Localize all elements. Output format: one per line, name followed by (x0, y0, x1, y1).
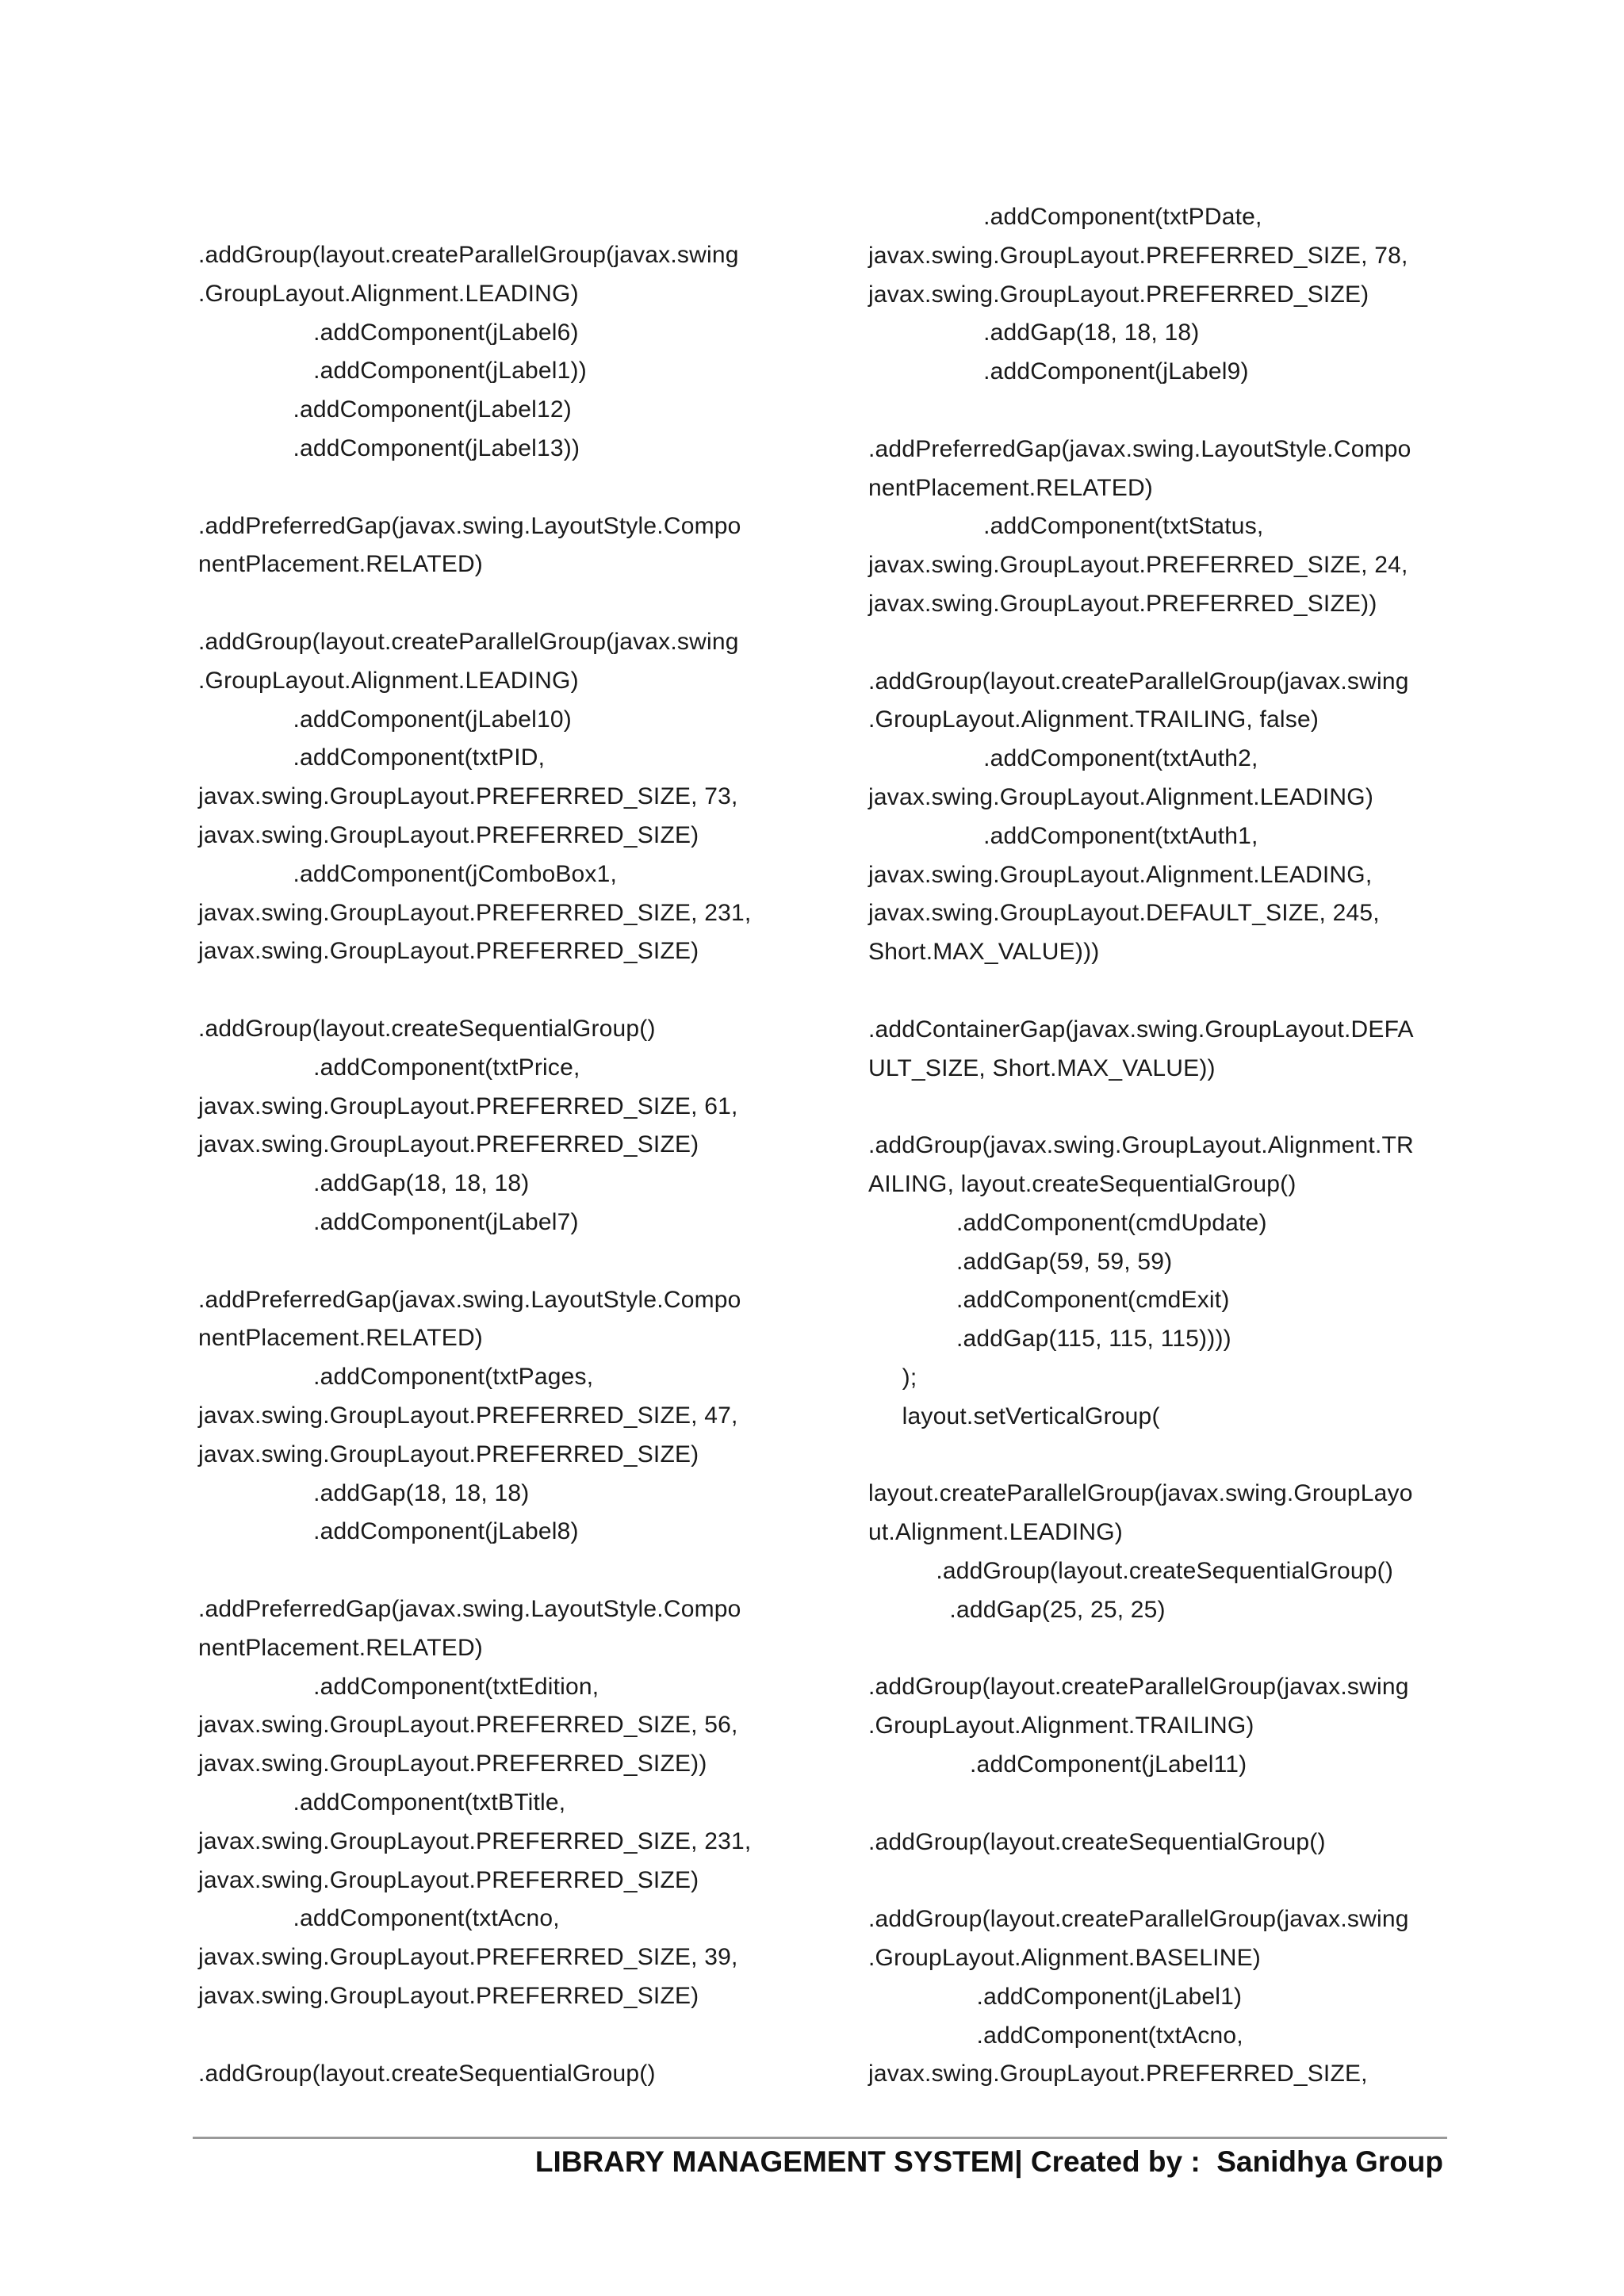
code-line: .addComponent(cmdUpdate) (868, 1209, 1267, 1236)
code-line: layout.setVerticalGroup( (868, 1402, 1160, 1429)
code-line: .addComponent(cmdExit) (868, 1287, 1230, 1314)
code-line: .addComponent(txtAuth2, (868, 745, 1258, 772)
code-line: .addComponent(txtPDate, (868, 204, 1262, 230)
code-line: javax.swing.GroupLayout.PREFERRED_SIZE, 78, (868, 242, 1408, 269)
code-line: nentPlacement.RELATED) (198, 1634, 483, 1661)
code-line: .addGap(18, 18, 18) (198, 1170, 530, 1197)
code-line: .addGroup(layout.createParallelGroup(javax.swing (868, 1906, 1409, 1933)
code-line: Short.MAX_VALUE))) (868, 939, 1100, 966)
code-line: .addComponent(jLabel10) (198, 706, 572, 733)
code-line: .addGroup(layout.createParallelGroup(javax.swing (868, 668, 1409, 695)
code-line: javax.swing.GroupLayout.Alignment.LEADING, (868, 861, 1373, 888)
code-line: nentPlacement.RELATED) (198, 1325, 483, 1352)
code-line: javax.swing.GroupLayout.PREFERRED_SIZE)) (868, 591, 1377, 617)
code-line: javax.swing.GroupLayout.PREFERRED_SIZE, 61, (198, 1093, 738, 1119)
code-line: ut.Alignment.LEADING) (868, 1519, 1123, 1546)
code-line: .GroupLayout.Alignment.TRAILING) (868, 1712, 1254, 1739)
code-line: .addComponent(jLabel13)) (198, 435, 580, 461)
footer-divider (193, 2137, 1447, 2139)
code-line: javax.swing.GroupLayout.PREFERRED_SIZE, (868, 2061, 1368, 2087)
code-line: AILING, layout.createSequentialGroup() (868, 1171, 1297, 1197)
code-line: nentPlacement.RELATED) (868, 474, 1153, 501)
code-line: .addComponent(txtAcno, (868, 2022, 1243, 2049)
code-line: .addComponent(jLabel8) (198, 1518, 579, 1545)
code-line: .addComponent(txtStatus, (868, 513, 1264, 540)
code-line: .addComponent(jLabel9) (868, 358, 1249, 385)
code-line: javax.swing.GroupLayout.PREFERRED_SIZE, 231, (198, 899, 752, 926)
code-line: javax.swing.GroupLayout.PREFERRED_SIZE) (198, 1983, 699, 2009)
code-line: javax.swing.GroupLayout.PREFERRED_SIZE) (198, 822, 699, 848)
code-line: ); (868, 1364, 917, 1391)
code-line: .addGroup(layout.createSequentialGroup() (198, 1016, 656, 1042)
code-line: nentPlacement.RELATED) (198, 551, 483, 578)
code-line: .addComponent(txtPID, (198, 744, 546, 771)
code-line: .addComponent(txtPrice, (198, 1054, 580, 1081)
code-line: .addGap(59, 59, 59) (868, 1248, 1173, 1275)
code-line: .addComponent(jLabel7) (198, 1209, 579, 1235)
code-line: javax.swing.GroupLayout.PREFERRED_SIZE) (198, 1441, 699, 1468)
code-line: .addComponent(txtPages, (198, 1364, 594, 1391)
code-line: .addGap(115, 115, 115)))) (868, 1326, 1231, 1353)
code-line: .GroupLayout.Alignment.LEADING) (198, 667, 579, 694)
code-line: javax.swing.GroupLayout.PREFERRED_SIZE) (198, 938, 699, 965)
code-line: javax.swing.GroupLayout.PREFERRED_SIZE) (198, 1131, 699, 1158)
code-line: javax.swing.GroupLayout.DEFAULT_SIZE, 245, (868, 900, 1380, 927)
code-line: .GroupLayout.Alignment.LEADING) (198, 280, 579, 307)
page-footer: LIBRARY MANAGEMENT SYSTEM| Created by : Sanidhya Group (534, 2145, 1443, 2178)
code-line: .addGroup(layout.createParallelGroup(javax.swing (198, 242, 739, 268)
code-line: javax.swing.GroupLayout.PREFERRED_SIZE, 73, (198, 783, 738, 810)
code-line: .addGroup(layout.createParallelGroup(javax.swing (868, 1674, 1409, 1701)
code-line: .addPreferredGap(javax.swing.LayoutStyle.Compo (198, 1596, 741, 1622)
code-line: .addComponent(jLabel1)) (198, 358, 587, 385)
code-line: .addGroup(layout.createSequentialGroup() (198, 2060, 656, 2087)
code-line: .addComponent(txtAuth1, (868, 822, 1258, 849)
code-line: .addGroup(layout.createParallelGroup(javax.swing (198, 629, 739, 655)
code-line: .addGroup(layout.createSequentialGroup() (868, 1558, 1394, 1584)
code-line: .addComponent(txtEdition, (198, 1673, 599, 1700)
code-line: javax.swing.GroupLayout.PREFERRED_SIZE, 24, (868, 552, 1408, 579)
code-line: javax.swing.GroupLayout.PREFERRED_SIZE, 47, (198, 1402, 738, 1429)
code-line: .addContainerGap(javax.swing.GroupLayout.DEFA (868, 1016, 1414, 1043)
code-line: .addGap(18, 18, 18) (868, 320, 1200, 346)
code-line: .addGap(25, 25, 25) (868, 1596, 1166, 1623)
code-line: .GroupLayout.Alignment.BASELINE) (868, 1945, 1261, 1971)
code-line: .addComponent(jLabel1) (868, 1983, 1243, 2010)
code-line: javax.swing.GroupLayout.PREFERRED_SIZE) (198, 1866, 699, 1893)
code-line: .addPreferredGap(javax.swing.LayoutStyle.Compo (198, 512, 741, 539)
code-line: .addComponent(jLabel12) (198, 396, 572, 423)
code-line: javax.swing.GroupLayout.PREFERRED_SIZE, 39, (198, 1944, 738, 1971)
code-line: .addComponent(jLabel11) (868, 1751, 1247, 1777)
code-line: .addComponent(jLabel6) (198, 319, 579, 346)
code-line: javax.swing.GroupLayout.PREFERRED_SIZE)) (198, 1751, 707, 1777)
code-line: .addGroup(javax.swing.GroupLayout.Alignment.TR (868, 1132, 1414, 1159)
code-line: javax.swing.GroupLayout.PREFERRED_SIZE) (868, 281, 1369, 308)
code-line: .addComponent(txtAcno, (198, 1905, 560, 1932)
code-line: ULT_SIZE, Short.MAX_VALUE)) (868, 1054, 1216, 1081)
code-line: .addPreferredGap(javax.swing.LayoutStyle.Compo (868, 435, 1411, 462)
code-line: javax.swing.GroupLayout.PREFERRED_SIZE, 56, (198, 1712, 738, 1739)
code-line: .addGap(18, 18, 18) (198, 1479, 530, 1506)
code-line: .addComponent(jComboBox1, (198, 860, 618, 887)
code-line: .addPreferredGap(javax.swing.LayoutStyle.Compo (198, 1286, 741, 1313)
code-line: .addGroup(layout.createSequentialGroup() (868, 1828, 1326, 1855)
code-line: layout.createParallelGroup(javax.swing.GroupLayo (868, 1480, 1413, 1507)
code-line: .GroupLayout.Alignment.TRAILING, false) (868, 706, 1320, 733)
code-line: javax.swing.GroupLayout.Alignment.LEADING) (868, 784, 1374, 810)
code-line: .addComponent(txtBTitle, (198, 1789, 566, 1816)
code-line: javax.swing.GroupLayout.PREFERRED_SIZE, 231, (198, 1827, 752, 1854)
